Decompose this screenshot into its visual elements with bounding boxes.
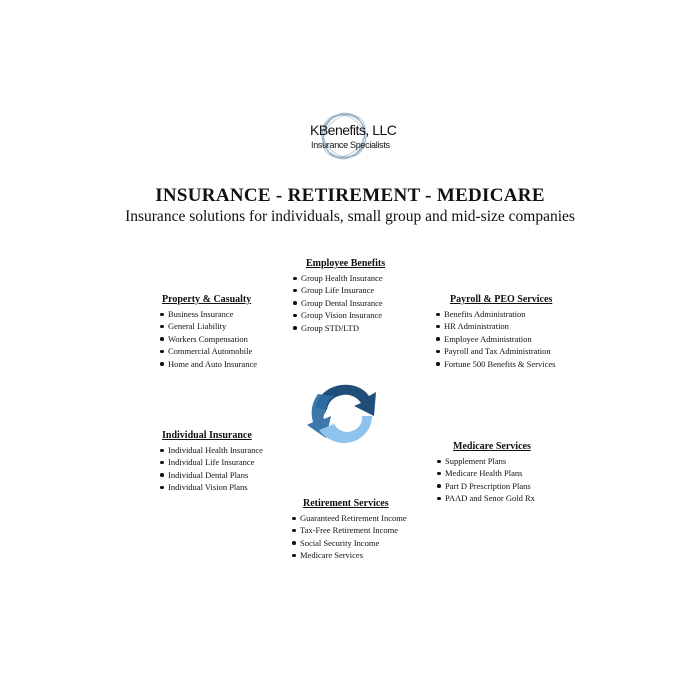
list-item: Individual Dental Plans (160, 469, 263, 481)
list-item: Commercial Automobile (160, 345, 257, 357)
list-item: Group Life Insurance (293, 284, 385, 296)
section-property-casualty (160, 294, 257, 370)
section-title-employee-benefits: Employee Benefits (306, 258, 386, 269)
list-item: Benefits Administration (436, 308, 555, 320)
list-employee-benefits (293, 272, 385, 334)
list-payroll-peo (436, 308, 555, 370)
section-employee-benefits (293, 258, 385, 334)
section-title-individual-insurance: Individual Insurance (162, 430, 252, 441)
section-title-retirement-services: Retirement Services (303, 498, 389, 509)
page-tagline: Insurance solutions for individuals, small group and mid-size companies (125, 208, 575, 225)
section-individual-insurance (160, 430, 263, 494)
list-item: Individual Health Insurance (160, 444, 263, 456)
logo-company-name: KBenefits, LLC (310, 122, 397, 138)
list-individual-insurance (160, 444, 263, 494)
list-item: General Liability (160, 320, 257, 332)
list-item: Supplement Plans (437, 455, 535, 467)
section-title-property-casualty: Property & Casualty (162, 294, 252, 305)
list-property-casualty (160, 308, 257, 370)
list-item: Workers Compensation (160, 333, 257, 345)
company-logo (300, 108, 400, 164)
list-item: Medicare Services (292, 549, 407, 561)
list-item: Group Health Insurance (293, 272, 385, 284)
section-retirement-services (292, 498, 407, 562)
list-item: Business Insurance (160, 308, 257, 320)
page-headline: INSURANCE - RETIREMENT - MEDICARE (155, 185, 545, 206)
section-title-medicare-services: Medicare Services (453, 441, 531, 452)
list-item: Employee Administration (436, 333, 555, 345)
list-item: Medicare Health Plans (437, 467, 535, 479)
section-title-payroll-peo: Payroll & PEO Services (450, 294, 553, 305)
list-item: Guaranteed Retirement Income (292, 512, 407, 524)
section-payroll-peo (436, 294, 555, 370)
list-item: Group Dental Insurance (293, 297, 385, 309)
list-retirement-services (292, 512, 407, 562)
cycle-arrows-icon (304, 378, 384, 450)
list-item: Individual Vision Plans (160, 481, 263, 493)
list-item: Payroll and Tax Administration (436, 345, 555, 357)
section-medicare-services (437, 441, 535, 505)
list-item: Part D Prescription Plans (437, 480, 535, 492)
list-item: Group Vision Insurance (293, 309, 385, 321)
list-item: Social Security Income (292, 537, 407, 549)
list-item: Group STD/LTD (293, 322, 385, 334)
list-item: Tax-Free Retirement Income (292, 524, 407, 536)
list-item: Home and Auto Insurance (160, 358, 257, 370)
list-item: HR Administration (436, 320, 555, 332)
cycle-arrows-graphic (304, 378, 384, 450)
list-item: PAAD and Senor Gold Rx (437, 492, 535, 504)
list-item: Fortune 500 Benefits & Services (436, 358, 555, 370)
logo-subtitle: Insurance Specialists (311, 140, 390, 150)
list-item: Individual Life Insurance (160, 456, 263, 468)
list-medicare-services (437, 455, 535, 505)
